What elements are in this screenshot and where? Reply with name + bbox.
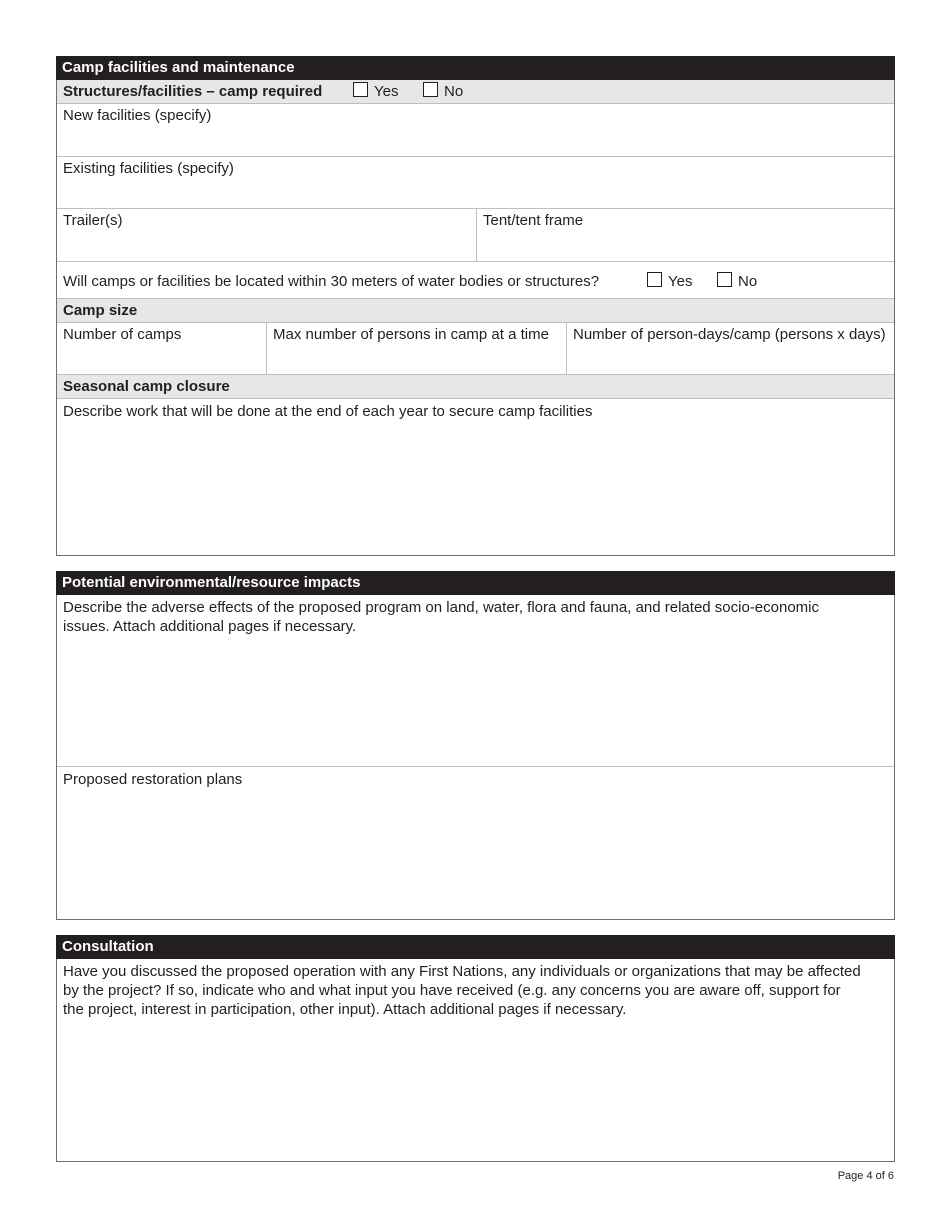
adverse-effects-field[interactable] <box>57 595 894 767</box>
structures-no-label: No <box>444 83 464 100</box>
existing-facilities-label: Existing facilities (specify) <box>63 160 234 177</box>
consultation-label: Have you discussed the proposed operation with any First Nations, any individuals or organizations that may be affected by the project? If so, indicate who and what input you have received (e.g. any concerns you are aware off, support for the project, interest in participation, other input). Attach additional pages if necessary. <box>63 963 861 1018</box>
new-facilities-label: New facilities (specify) <box>63 107 212 124</box>
impacts-section <box>56 571 895 920</box>
water-yes-option[interactable] <box>647 272 692 290</box>
impacts-header: Potential environmental/resource impacts <box>56 571 895 595</box>
structures-required-label: Structures/facilities – camp required <box>63 83 323 100</box>
consultation-header: Consultation <box>56 935 895 959</box>
camp-size-header: Camp size <box>57 299 894 323</box>
restoration-plans-field[interactable] <box>57 767 894 918</box>
structures-yes-option[interactable] <box>353 80 398 104</box>
water-proximity-row <box>57 262 894 299</box>
seasonal-closure-header: Seasonal camp closure <box>57 375 894 399</box>
max-persons-field[interactable] <box>266 323 566 374</box>
seasonal-closure-label: Describe work that will be done at the end of each year to secure camp facilities <box>63 403 593 420</box>
new-facilities-field[interactable] <box>57 104 894 157</box>
person-days-field[interactable] <box>566 323 894 374</box>
existing-facilities-field[interactable] <box>57 157 894 209</box>
adverse-effects-label: Describe the adverse effects of the proposed program on land, water, flora and fauna, and related socio-economic issues. Attach additional pages if necessary. <box>63 599 820 635</box>
consultation-section <box>56 935 895 1162</box>
seasonal-closure-field[interactable] <box>57 399 894 551</box>
camp-size-row <box>57 323 894 375</box>
trailers-label: Trailer(s) <box>63 212 123 229</box>
tent-frame-field[interactable] <box>476 209 894 261</box>
page-number: Page 4 of 6 <box>837 1170 894 1182</box>
water-no-label: No <box>738 273 758 290</box>
camp-facilities-section <box>56 56 895 556</box>
trailers-field[interactable] <box>57 209 476 261</box>
structures-no-checkbox[interactable] <box>423 82 438 97</box>
tent-frame-label: Tent/tent frame <box>483 212 584 229</box>
water-no-checkbox[interactable] <box>717 272 732 287</box>
structures-no-option[interactable] <box>423 80 463 104</box>
camp-facilities-header: Camp facilities and maintenance <box>56 56 895 80</box>
water-yes-label: Yes <box>668 273 693 290</box>
structures-required-row <box>57 80 894 104</box>
number-of-camps-label: Number of camps <box>63 326 182 343</box>
person-days-label: Number of person-days/camp (persons x days) <box>573 326 886 343</box>
restoration-plans-label: Proposed restoration plans <box>63 771 243 788</box>
water-proximity-question: Will camps or facilities be located within 30 meters of water bodies or structures? <box>63 273 600 290</box>
max-persons-label: Max number of persons in camp at a time <box>273 326 549 343</box>
structures-yes-checkbox[interactable] <box>353 82 368 97</box>
number-of-camps-field[interactable] <box>57 323 266 374</box>
water-yes-checkbox[interactable] <box>647 272 662 287</box>
trailer-tent-row <box>57 209 894 262</box>
water-no-option[interactable] <box>717 272 757 290</box>
structures-yes-label: Yes <box>374 83 399 100</box>
consultation-field[interactable] <box>57 959 894 1160</box>
